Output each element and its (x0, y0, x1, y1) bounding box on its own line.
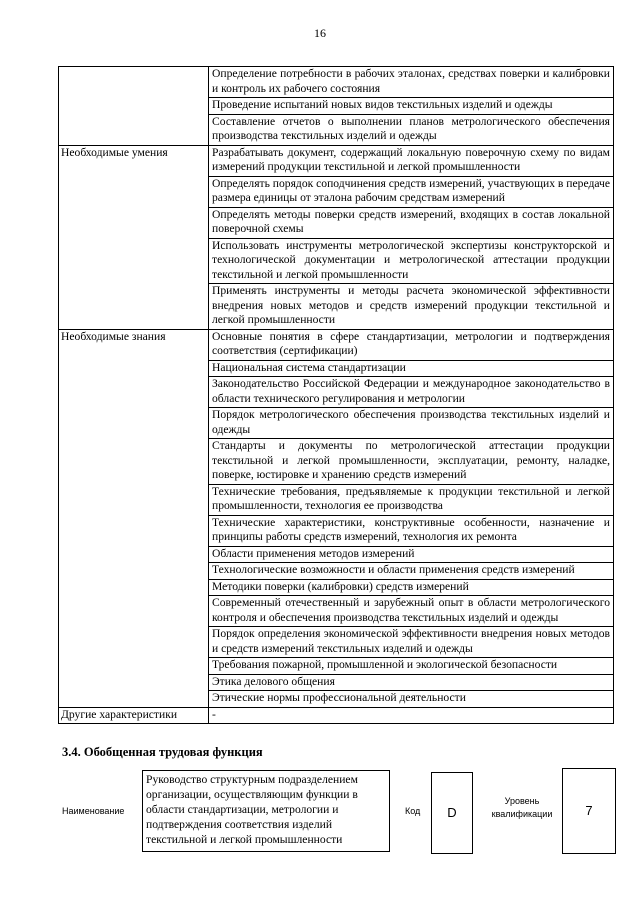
code-value-box: D (431, 772, 473, 854)
requirement-item: Технологические возможности и области применения средств измерений (209, 563, 614, 580)
requirement-item: Определять методы поверки средств измерений, входящих в состав локальной поверочной схемы (209, 207, 614, 238)
requirement-item: Порядок определения экономической эффективности внедрения новых методов и средств измерений текстильных изделий и одежды (209, 627, 614, 658)
requirement-item: Определять порядок соподчинения средств измерений, участвующих в передаче размера единицы от эталона рабочим средствам измерений (209, 176, 614, 207)
table-row (59, 329, 614, 360)
requirement-item: Разрабатывать документ, содержащий локальную поверочную схему по видам измерений продукции текстильной и легкой промышленности (209, 145, 614, 176)
requirement-item: Технические требования, предъявляемые к продукции текстильной и легкой промышленности, технология ее производства (209, 484, 614, 515)
requirement-item: Современный отечественный и зарубежный опыт в области метрологического контроля и обеспечения производства текстильных изделий и одежды (209, 596, 614, 627)
requirement-item: Национальная система стандартизации (209, 360, 614, 377)
requirement-item: Технические характеристики, конструктивные особенности, назначение и принципы работы средств измерений, технология их ремонта (209, 515, 614, 546)
requirement-item: Использовать инструменты метрологической экспертизы конструкторской и технологической документации и метрологической аттестации продукции текстильной и легкой промышленности (209, 238, 614, 284)
requirement-item: Определение потребности в рабочих эталонах, средствах поверки и калибровки и контроль их рабочего состояния (209, 67, 614, 98)
requirement-item: Основные понятия в сфере стандартизации, метрологии и подтверждения соответствия (сертификации) (209, 329, 614, 360)
requirement-item: Проведение испытаний новых видов текстильных изделий и одежды (209, 98, 614, 115)
name-label: Наименование (62, 806, 125, 816)
requirement-item: Законодательство Российской Федерации и международное законодательство в области технического регулирования и метрологии (209, 377, 614, 408)
code-label: Код (405, 806, 421, 816)
requirement-item: Стандарты и документы по метрологической аттестации продукции текстильной и легкой промышленности, эксплуатации, ремонту, наладке, поверке, юстировке и хранению средств измерений (209, 439, 614, 485)
function-name-box: Руководство структурным подразделением организации, осуществляющим функции в области стандартизации, метрологии и подтверждения соответствия изделий текстильной и легкой промышленности (142, 770, 390, 852)
row-category-label: Необходимые знания (59, 329, 209, 707)
qualification-level-box: 7 (562, 768, 616, 854)
requirement-item: Методики поверки (калибровки) средств измерений (209, 579, 614, 596)
page-number: 16 (314, 26, 326, 40)
table-row (59, 67, 614, 98)
table-row (59, 145, 614, 176)
requirement-item: Этические нормы профессиональной деятельности (209, 691, 614, 708)
table-row (59, 707, 614, 724)
requirement-item: Составление отчетов о выполнении планов метрологического обеспечения производства текстильных изделий и одежды (209, 114, 614, 145)
requirement-item: Этика делового общения (209, 674, 614, 691)
requirement-item: Порядок метрологического обеспечения производства текстильных изделий и одежды (209, 408, 614, 439)
requirement-item: - (209, 707, 614, 724)
row-category-label: Необходимые умения (59, 145, 209, 329)
qualification-level-label: Уровень квалификации (491, 796, 553, 819)
professional-standard-table (58, 66, 614, 724)
row-category-label: Другие характеристики (59, 707, 209, 724)
requirement-item: Применять инструменты и методы расчета экономической эффективности внедрения новых методов и средств измерений продукции текстильной и легкой промышленности (209, 284, 614, 330)
row-category-label (59, 67, 209, 146)
requirement-item: Требования пожарной, промышленной и экологической безопасности (209, 658, 614, 675)
section-title: 3.4. Обобщенная трудовая функция (62, 745, 263, 759)
requirement-item: Области применения методов измерений (209, 546, 614, 563)
